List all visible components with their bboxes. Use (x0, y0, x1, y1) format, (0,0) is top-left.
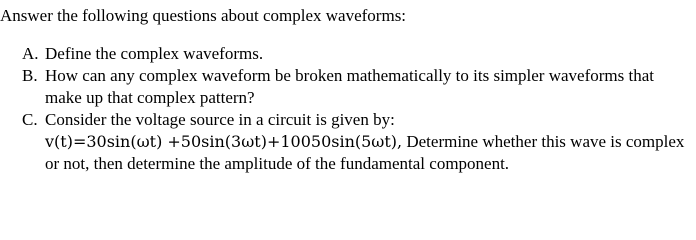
question-b-text: How can any complex waveform be broken mathematically to its simpler waveforms that make up that complex pattern? (45, 66, 654, 107)
question-c (0, 109, 690, 175)
question-c-text: Consider the voltage source in a circuit is given by: (45, 110, 395, 129)
question-a-text: Define the complex waveforms. (45, 44, 264, 63)
question-c-text-after: Determine whether this wave is complex or not, then determine the amplitude of the fundamental component. (45, 132, 685, 173)
question-b-marker: B. (22, 66, 38, 85)
question-a (0, 43, 690, 65)
question-c-marker: C. (22, 110, 38, 129)
document (0, 5, 690, 175)
voltage-equation: v(t)=30sin(ωt) +50sin(3ωt)+10050sin(5ωt), (45, 132, 403, 151)
intro-text: Answer the following questions about complex waveforms: (0, 6, 407, 25)
question-list (0, 43, 690, 175)
question-c-body (45, 131, 690, 175)
question-a-marker: A. (22, 44, 39, 63)
question-b (0, 65, 690, 109)
